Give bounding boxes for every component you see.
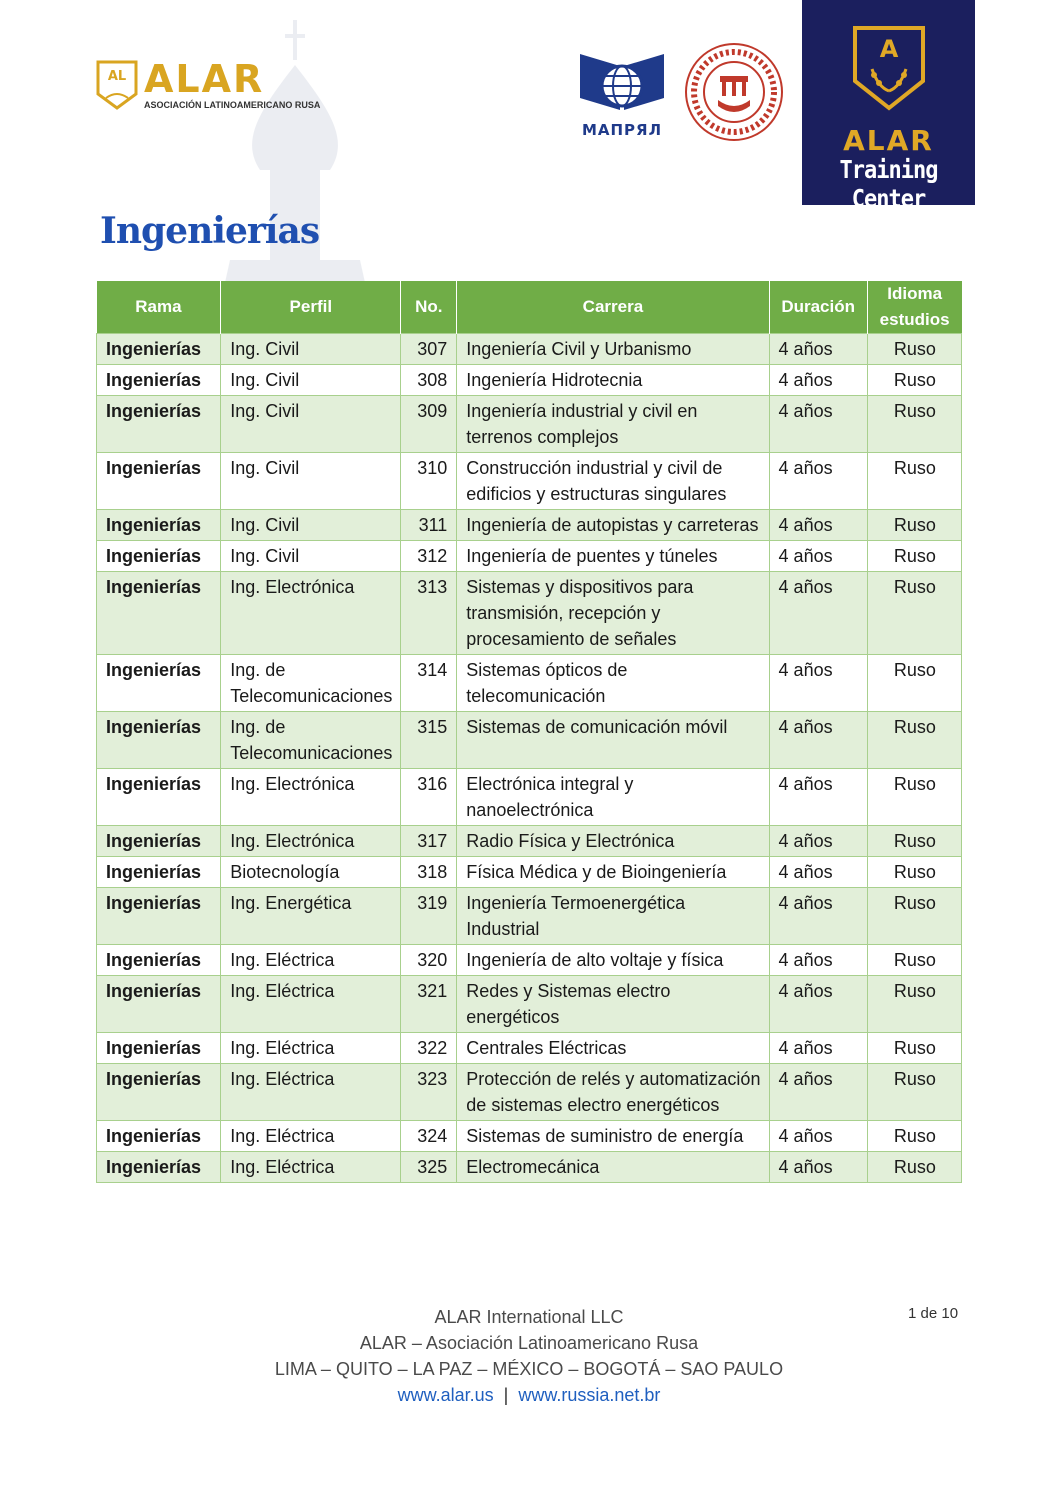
table-row (97, 712, 962, 769)
cell-no: 317 (401, 826, 457, 857)
cell-perfil: Ing. Civil (221, 365, 401, 396)
cell-idioma: Ruso (867, 769, 961, 826)
cell-duracion: 4 años (769, 453, 867, 510)
russia-website-link[interactable]: www.russia.net.br (518, 1385, 661, 1405)
table-row (97, 572, 962, 655)
cell-rama: Ingenierías (97, 1121, 221, 1152)
cell-no: 324 (401, 1121, 457, 1152)
table-row (97, 334, 962, 365)
column-header-rama: Rama (97, 281, 221, 334)
cell-carrera: Construcción industrial y civil de edificios y estructuras singulares (457, 453, 769, 510)
cell-idioma: Ruso (867, 712, 961, 769)
cell-duracion: 4 años (769, 510, 867, 541)
cell-perfil: Ing. de Telecomunicaciones (221, 712, 401, 769)
cell-duracion: 4 años (769, 712, 867, 769)
cell-rama: Ingenierías (97, 453, 221, 510)
cell-rama: Ingenierías (97, 857, 221, 888)
cell-idioma: Ruso (867, 453, 961, 510)
table-row (97, 655, 962, 712)
cell-no: 307 (401, 334, 457, 365)
cell-duracion: 4 años (769, 1033, 867, 1064)
cell-carrera: Ingeniería industrial y civil en terrenos complejos (457, 396, 769, 453)
cell-perfil: Ing. Civil (221, 510, 401, 541)
cell-rama: Ingenierías (97, 712, 221, 769)
table-row (97, 510, 962, 541)
table-row (97, 1033, 962, 1064)
cell-duracion: 4 años (769, 396, 867, 453)
alar-training-center-logo (802, 0, 975, 214)
cell-idioma: Ruso (867, 888, 961, 945)
cell-rama: Ingenierías (97, 396, 221, 453)
cell-no: 310 (401, 453, 457, 510)
column-header-perfil: Perfil (221, 281, 401, 334)
cell-idioma: Ruso (867, 365, 961, 396)
cell-no: 308 (401, 365, 457, 396)
cell-idioma: Ruso (867, 826, 961, 857)
cell-carrera: Electromecánica (457, 1152, 769, 1183)
cell-carrera: Sistemas ópticos de telecomunicación (457, 655, 769, 712)
cell-duracion: 4 años (769, 541, 867, 572)
cell-no: 314 (401, 655, 457, 712)
table-body (97, 334, 962, 1183)
cell-no: 315 (401, 712, 457, 769)
cell-duracion: 4 años (769, 1121, 867, 1152)
column-header-carrera: Carrera (457, 281, 769, 334)
cell-no: 313 (401, 572, 457, 655)
alar-emblem-icon (96, 60, 138, 110)
cell-no: 325 (401, 1152, 457, 1183)
cell-idioma: Ruso (867, 945, 961, 976)
cell-idioma: Ruso (867, 655, 961, 712)
training-alar-text: ALAR (843, 124, 934, 157)
shield-laurel-icon (852, 25, 926, 111)
cell-duracion: 4 años (769, 826, 867, 857)
cell-no: 316 (401, 769, 457, 826)
cell-idioma: Ruso (867, 1152, 961, 1183)
cell-idioma: Ruso (867, 572, 961, 655)
cell-no: 320 (401, 945, 457, 976)
cell-idioma: Ruso (867, 541, 961, 572)
table-header-row (97, 281, 962, 334)
university-seal-icon (684, 42, 784, 142)
cell-perfil: Ing. Eléctrica (221, 1121, 401, 1152)
cell-perfil: Ing. Energética (221, 888, 401, 945)
cell-idioma: Ruso (867, 396, 961, 453)
careers-table (96, 281, 962, 1183)
cell-duracion: 4 años (769, 945, 867, 976)
cell-rama: Ingenierías (97, 769, 221, 826)
cell-perfil: Ing. Civil (221, 453, 401, 510)
cell-idioma: Ruso (867, 1064, 961, 1121)
cell-no: 321 (401, 976, 457, 1033)
footer-company: ALAR International LLC (434, 1307, 624, 1327)
column-header-idioma: Idioma estudios (867, 281, 961, 334)
cell-carrera: Sistemas de comunicación móvil (457, 712, 769, 769)
cell-duracion: 4 años (769, 1152, 867, 1183)
cell-duracion: 4 años (769, 857, 867, 888)
cell-carrera: Ingeniería Civil y Urbanismo (457, 334, 769, 365)
footer-cities: LIMA – QUITO – LA PAZ – MÉXICO – BOGOTÁ – SAO PAULO (274, 1359, 784, 1379)
table-row (97, 1121, 962, 1152)
cell-carrera: Ingeniería de puentes y túneles (457, 541, 769, 572)
cell-idioma: Ruso (867, 1121, 961, 1152)
cell-rama: Ingenierías (97, 1064, 221, 1121)
cell-no: 323 (401, 1064, 457, 1121)
cell-carrera: Redes y Sistemas electro energéticos (457, 976, 769, 1033)
cell-duracion: 4 años (769, 976, 867, 1033)
footer-link-separator: | (503, 1385, 509, 1405)
cell-duracion: 4 años (769, 334, 867, 365)
table-row (97, 453, 962, 510)
table-row (97, 976, 962, 1033)
cell-carrera: Sistemas de suministro de energía (457, 1121, 769, 1152)
cell-idioma: Ruso (867, 510, 961, 541)
column-header-duracion: Duración (769, 281, 867, 334)
cell-rama: Ingenierías (97, 826, 221, 857)
cell-perfil: Ing. Electrónica (221, 769, 401, 826)
table-row (97, 945, 962, 976)
mapryal-logo (576, 48, 668, 139)
column-header-no: No. (401, 281, 457, 334)
table-row (97, 1064, 962, 1121)
table-row (97, 888, 962, 945)
alar-logo-subtitle: ASOCIACIÓN LATINOAMERICANO RUSA (144, 100, 321, 110)
cell-perfil: Ing. Electrónica (221, 826, 401, 857)
cell-carrera: Sistemas y dispositivos para transmisión, recepción y procesamiento de señales (457, 572, 769, 655)
cell-perfil: Ing. Eléctrica (221, 945, 401, 976)
cell-perfil: Ing. de Telecomunicaciones (221, 655, 401, 712)
cell-idioma: Ruso (867, 976, 961, 1033)
page-title: Ingenierías (100, 210, 320, 252)
cell-carrera: Ingeniería de alto voltaje y física (457, 945, 769, 976)
table-row (97, 396, 962, 453)
cell-duracion: 4 años (769, 1064, 867, 1121)
alar-logo (96, 57, 321, 110)
cell-carrera: Centrales Eléctricas (457, 1033, 769, 1064)
cell-perfil: Ing. Eléctrica (221, 1033, 401, 1064)
cell-idioma: Ruso (867, 1033, 961, 1064)
footer (0, 1304, 1058, 1408)
mapryal-label: МАПРЯЛ (581, 121, 663, 139)
cell-idioma: Ruso (867, 857, 961, 888)
cell-carrera: Electrónica integral y nanoelectrónica (457, 769, 769, 826)
cell-carrera: Ingeniería Termoenergética Industrial (457, 888, 769, 945)
training-center-text: Training Center (839, 156, 938, 214)
cell-rama: Ingenierías (97, 655, 221, 712)
cell-no: 311 (401, 510, 457, 541)
table-row (97, 857, 962, 888)
page-indicator: 1 de 10 (908, 1305, 959, 1322)
cell-duracion: 4 años (769, 888, 867, 945)
cell-no: 309 (401, 396, 457, 453)
footer-links (0, 1382, 1058, 1408)
cell-perfil: Ing. Civil (221, 396, 401, 453)
cell-rama: Ingenierías (97, 334, 221, 365)
footer-association: ALAR – Asociación Latinoamericano Rusa (359, 1333, 699, 1353)
cell-no: 318 (401, 857, 457, 888)
cell-perfil: Ing. Eléctrica (221, 1064, 401, 1121)
cell-no: 319 (401, 888, 457, 945)
cell-duracion: 4 años (769, 572, 867, 655)
cell-rama: Ingenierías (97, 976, 221, 1033)
cell-rama: Ingenierías (97, 888, 221, 945)
cell-perfil: Ing. Civil (221, 334, 401, 365)
cell-no: 322 (401, 1033, 457, 1064)
shield-letter: A (879, 35, 899, 63)
cell-perfil: Biotecnología (221, 857, 401, 888)
cell-rama: Ingenierías (97, 510, 221, 541)
alar-website-link[interactable]: www.alar.us (397, 1385, 494, 1405)
cell-perfil: Ing. Eléctrica (221, 1152, 401, 1183)
cell-carrera: Radio Física y Electrónica (457, 826, 769, 857)
cell-rama: Ingenierías (97, 572, 221, 655)
table-row (97, 365, 962, 396)
cell-duracion: 4 años (769, 655, 867, 712)
cell-perfil: Ing. Eléctrica (221, 976, 401, 1033)
cell-carrera: Ingeniería de autopistas y carreteras (457, 510, 769, 541)
cell-no: 312 (401, 541, 457, 572)
cell-rama: Ingenierías (97, 945, 221, 976)
alar-emblem-letters: AL (107, 69, 127, 84)
cell-rama: Ingenierías (97, 1152, 221, 1183)
alar-logo-word: ALAR (144, 57, 265, 101)
table-row (97, 541, 962, 572)
cell-duracion: 4 años (769, 365, 867, 396)
cell-duracion: 4 años (769, 769, 867, 826)
cell-carrera: Ingeniería Hidrotecnia (457, 365, 769, 396)
cell-idioma: Ruso (867, 334, 961, 365)
cell-carrera: Física Médica y de Bioingeniería (457, 857, 769, 888)
table-row (97, 1152, 962, 1183)
mapryal-book-globe-icon (576, 48, 668, 114)
cell-rama: Ingenierías (97, 1033, 221, 1064)
table-row (97, 826, 962, 857)
cell-perfil: Ing. Civil (221, 541, 401, 572)
cell-perfil: Ing. Electrónica (221, 572, 401, 655)
cell-rama: Ingenierías (97, 541, 221, 572)
cell-rama: Ingenierías (97, 365, 221, 396)
table-row (97, 769, 962, 826)
cell-carrera: Protección de relés y automatización de sistemas electro energéticos (457, 1064, 769, 1121)
